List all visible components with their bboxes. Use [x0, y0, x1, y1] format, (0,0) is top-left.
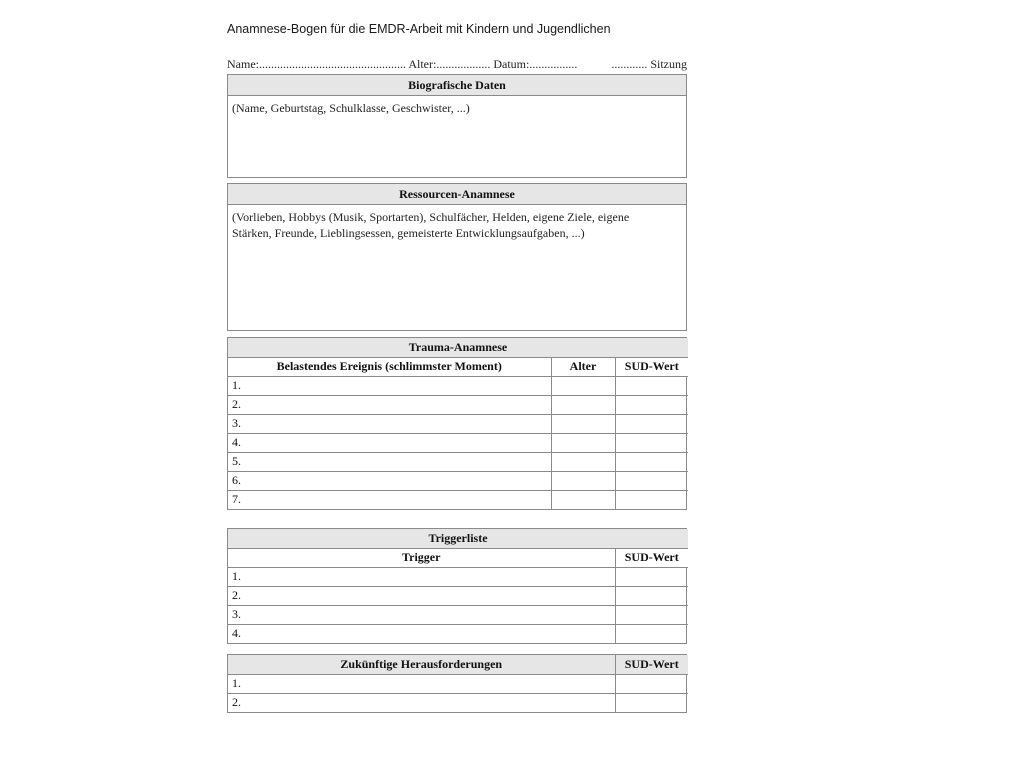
section-header: Biografische Daten	[228, 75, 686, 96]
sud-cell[interactable]	[615, 605, 688, 624]
col-header-sud: SUD-Wert	[615, 357, 688, 376]
row-number[interactable]: 3.	[228, 414, 551, 433]
sud-cell[interactable]	[615, 414, 688, 433]
row-number[interactable]: 1.	[228, 567, 615, 586]
col-header-event: Belastendes Ereignis (schlimmster Moment)	[228, 357, 551, 376]
row-number[interactable]: 2.	[228, 586, 615, 605]
table-row	[228, 433, 688, 452]
row-number[interactable]: 6.	[228, 471, 551, 490]
meta-line	[227, 57, 689, 72]
row-number[interactable]: 2.	[228, 693, 615, 712]
section-ressourcen-anamnese	[227, 183, 687, 331]
row-number[interactable]: 3.	[228, 605, 615, 624]
table-row	[228, 624, 688, 643]
col-header-age: Alter	[551, 357, 615, 376]
sud-cell[interactable]	[615, 376, 688, 395]
age-cell[interactable]	[551, 452, 615, 471]
trauma-table	[228, 338, 688, 509]
sud-cell[interactable]	[615, 395, 688, 414]
row-number[interactable]: 4.	[228, 433, 551, 452]
table-row	[228, 414, 688, 433]
table-row	[228, 452, 688, 471]
section-header: Zukünftige Herausforderungen	[228, 655, 615, 674]
section-zukuenftige-herausforderungen	[227, 654, 687, 713]
table-row	[228, 567, 688, 586]
table-row	[228, 693, 688, 712]
date-field[interactable]: Datum:................	[493, 57, 578, 71]
trigger-table	[228, 529, 688, 643]
sud-cell[interactable]	[615, 693, 688, 712]
table-row	[228, 586, 688, 605]
row-number[interactable]: 7.	[228, 490, 551, 509]
sud-cell[interactable]	[615, 433, 688, 452]
age-cell[interactable]	[551, 471, 615, 490]
age-cell[interactable]	[551, 490, 615, 509]
col-header-trigger: Trigger	[228, 548, 615, 567]
row-number[interactable]: 2.	[228, 395, 551, 414]
sud-cell[interactable]	[615, 452, 688, 471]
table-row	[228, 471, 688, 490]
sud-cell[interactable]	[615, 471, 688, 490]
section-header: Ressourcen-Anamnese	[228, 184, 686, 205]
section-header: Triggerliste	[228, 529, 688, 548]
table-row	[228, 376, 688, 395]
section-trauma-anamnese	[227, 337, 687, 510]
age-field[interactable]: Alter:..................	[408, 57, 491, 71]
section-triggerliste	[227, 528, 687, 644]
row-number[interactable]: 1.	[228, 674, 615, 693]
sud-cell[interactable]	[615, 490, 688, 509]
section-hint[interactable]	[228, 205, 686, 241]
sud-cell[interactable]	[615, 586, 688, 605]
col-header-sud: SUD-Wert	[615, 548, 688, 567]
row-number[interactable]: 4.	[228, 624, 615, 643]
form-page	[227, 0, 689, 768]
hint-line: Stärken, Freunde, Lieblingsessen, gemeisterte Entwicklungsaufgaben, ...)	[232, 226, 585, 240]
age-cell[interactable]	[551, 395, 615, 414]
hint-line: (Vorlieben, Hobbys (Musik, Sportarten), Schulfächer, Helden, eigene Ziele, eigene	[232, 210, 630, 224]
age-cell[interactable]	[551, 433, 615, 452]
row-number[interactable]: 1.	[228, 376, 551, 395]
sud-cell[interactable]	[615, 674, 688, 693]
age-cell[interactable]	[551, 376, 615, 395]
table-row	[228, 605, 688, 624]
table-row	[228, 490, 688, 509]
sud-cell[interactable]	[615, 624, 688, 643]
document-title: Anamnese-Bogen für die EMDR-Arbeit mit Kindern und Jugendlichen	[227, 22, 611, 36]
section-header: Trauma-Anamnese	[228, 338, 688, 357]
table-row	[228, 674, 688, 693]
name-field[interactable]: Name:.................................................	[227, 57, 406, 71]
section-biografische-daten	[227, 74, 687, 178]
table-row	[228, 395, 688, 414]
col-header-sud: SUD-Wert	[615, 655, 688, 674]
section-hint[interactable]: (Name, Geburtstag, Schulklasse, Geschwister, ...)	[232, 101, 470, 115]
sud-cell[interactable]	[615, 567, 688, 586]
future-table	[228, 655, 688, 712]
age-cell[interactable]	[551, 414, 615, 433]
row-number[interactable]: 5.	[228, 452, 551, 471]
session-field[interactable]: ............ Sitzung	[611, 57, 687, 71]
